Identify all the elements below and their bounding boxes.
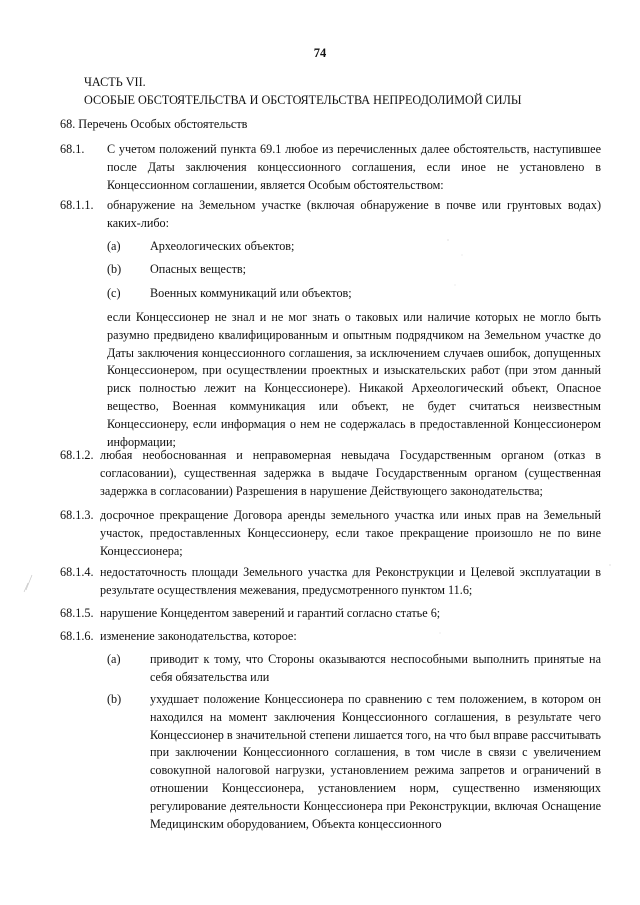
section-heading: 68. Перечень Особых обстоятельств [60,117,248,131]
sub-item-a-text: приводит к тому, что Стороны оказываются неспособными выполнить принятые на себя обязательства или [150,652,601,684]
sub-item-b-text: ухудшает положение Концессионера по сравнению с тем положением, в котором он находился на момент заключения Концессионного соглашения, в результате чего Концессионер в значительной степени лишается того, на что был вправе рассчитывать при заключении Концессионного соглашения, в том числе в связи с увеличением совокупной налоговой нагрузки, установлением режима запретов и ограничений в отношении Концессионера, установлением норм, существенно изменяющих регулирование деятельности Концессионера при Реконструкции, включая Оснащение Медицинским оборудованием, Объекта концессионного [150,692,601,831]
sub-item-b-marker: (b) [107,692,122,706]
sub-item-a-marker: (a) [107,652,121,666]
clause-68-1-text: С учетом положений пункта 69.1 любое из перечисленных далее обстоятельств, наступившее после Даты заключения концессионного соглашения, если иное не установлено в Концессионном соглашении, является Особым обстоятельством: [107,142,601,192]
clause-68-1-1-number: 68.1.1. [60,198,94,212]
clause-68-1-1-tail: если Концессионер не знал и не мог знать о таковых или наличие которых не могло быть разумно предвидено квалифицированным и опытным подрядчиком на Земельном участке до Даты заключения концессионного соглашения, за исключением случаев ошибок, допущенных Концессионером, при осуществлении проектных и изыскательских работ (при этом данный риск полностью лежит на Концессионере). Никакой Археологический объект, Опасное вещество, Военная коммуникация или объект, не будет считаться неизвестным Концессионеру, если информация о нем не содержалась в предоставленной Концессионером информации; [107,310,601,449]
part-subtitle: ОСОБЫЕ ОБСТОЯТЕЛЬСТВА И ОБСТОЯТЕЛЬСТВА НЕПРЕОДОЛИМОЙ СИЛЫ [84,93,522,107]
list-item-b-text: Опасных веществ; [150,262,247,276]
part-title: ЧАСТЬ VII. [84,75,146,89]
clause-68-1-5-number: 68.1.5. [60,606,94,620]
clause-68-1-4-text: недостаточность площади Земельного участка для Реконструкции и Целевой эксплуатации в результате осуществления межевания, предусмотренного пунктом 11.6; [100,565,601,597]
clause-68-1-number: 68.1. [60,142,85,156]
clause-68-1-5-text: нарушение Концедентом заверений и гарантий согласно статье 6; [100,606,441,620]
clause-68-1-6-number: 68.1.6. [60,629,94,643]
clause-68-1-2-text: любая необоснованная и неправомерная невыдача Государственным органом (отказ в согласовании), существенная задержка в выдаче Государственным органом (существенная задержка в согласовании) Разрешения в нарушение Действующего законодательства; [100,448,601,498]
clause-68-1-2-number: 68.1.2. [60,448,94,462]
clause-68-1-1-text: обнаружение на Земельном участке (включая обнаружение в почве или грунтовых водах) каких-либо: [107,198,601,230]
list-item-c-text: Военных коммуникаций или объектов; [150,286,352,300]
list-item-c-marker: (c) [107,286,121,300]
list-item-b-marker: (b) [107,262,122,276]
clause-68-1-6-text: изменение законодательства, которое: [100,629,297,643]
clause-68-1-4-number: 68.1.4. [60,565,94,579]
page-number: 74 [313,46,327,60]
clause-68-1-3-text: досрочное прекращение Договора аренды земельного участка или иных прав на Земельный участок, предоставленных Концессионеру, если такое прекращение произошло не по вине Концессионера; [100,508,601,558]
list-item-a-text: Археологических объектов; [150,239,295,253]
list-item-a-marker: (a) [107,239,121,253]
clause-68-1-3-number: 68.1.3. [60,508,94,522]
